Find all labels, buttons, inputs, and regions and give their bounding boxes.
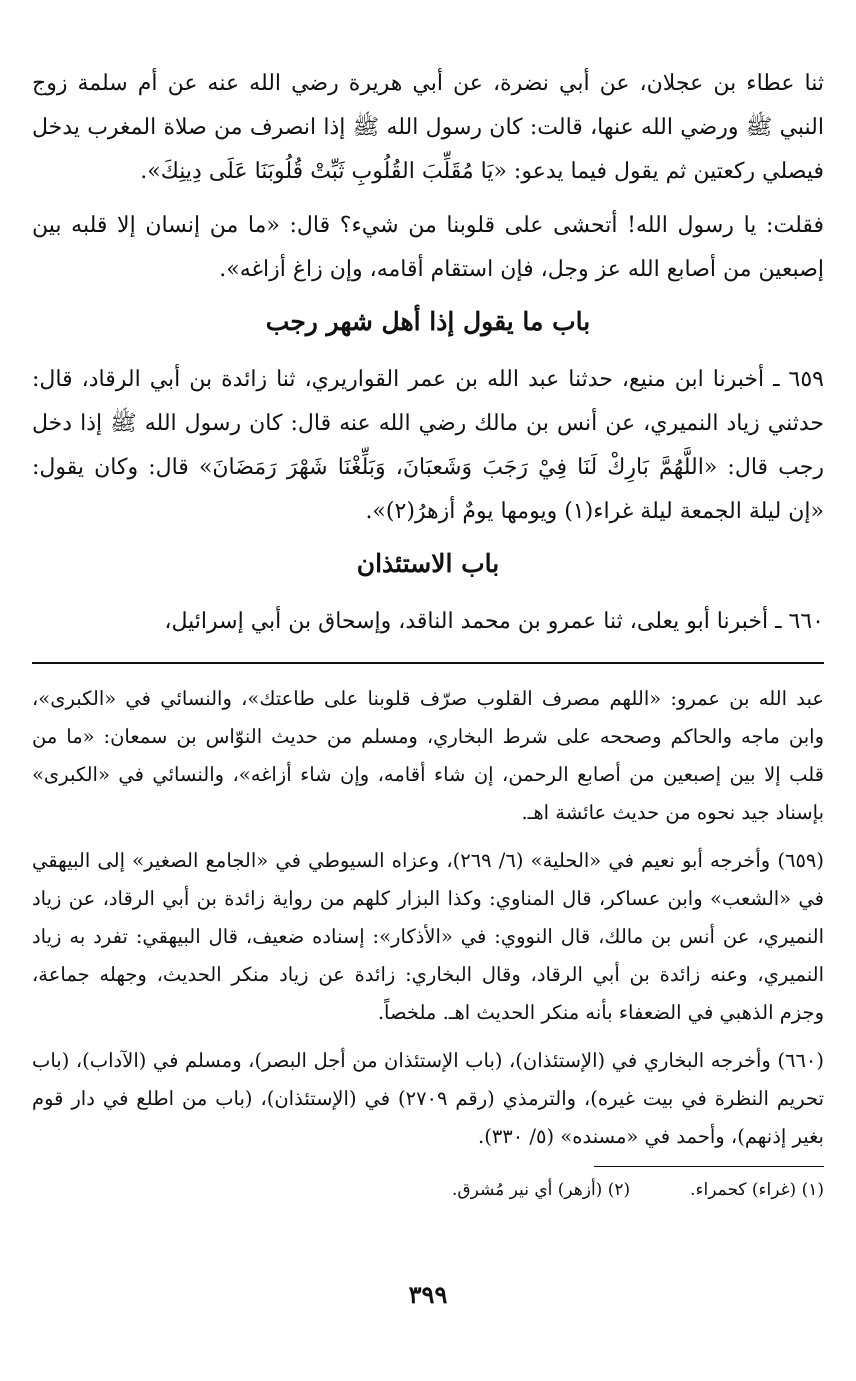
footnote-2: (٢) (أزهر) أي نير مُشرق. xyxy=(452,1180,631,1200)
page-number: ٣٩٩ xyxy=(408,1280,448,1309)
commentary-note-1: عبد الله بن عمرو: «اللهم مصرف القلوب صرّف قلوبنا على طاعتك»، والنسائي في «الكبرى»، وابن ماجه والحاكم وصححه على شرط البخاري، ومسلم من حديث النوّاس بن سمعان: «ما من قلب إلا بين إصبعين من أصابع الرحمن، إن شاء أقامه، وإن شاء أزاغه»، والنسائي في «الكبرى» بإسناد جيد نحوه من حديث عائشة اهـ. xyxy=(32,687,824,824)
commentary-note-659: (٦٥٩) وأخرجه أبو نعيم في «الحلية» (٦/ ٢٦٩)، وعزاه السيوطي في «الجامع الصغير» إلى البيهقي في «الشعب» وابن عساكر، قال المناوي: وكذا البزار كلهم من رواية زائدة بن أبي الرقاد، عن زياد النميري، عن أنس بن مالك، قال النووي: في «الأذكار»: إسناده ضعيف، قال البيهقي: تفرد به زياد النميري، وعنه زائدة بن أبي الرقاد، وقال البخاري: زائدة عن زياد منكر الحديث، وجهله جماعة، وجزم الذهبي في الضعفاء بأنه منكر الحديث اهـ. ملخصاً. xyxy=(32,849,824,1024)
notes-divider xyxy=(32,662,824,664)
hadith-659: ٦٥٩ ـ أخبرنا ابن منيع، حدثنا عبد الله بن عمر القواريري، ثنا زائدة بن أبي الرقاد، قال: حدثني زياد النميري، عن أنس بن مالك رضي الله عنه قال: كان رسول الله ﷺ إذا دخل رجب قال: «اللَّهُمَّ بَارِكْ لَنَا فِيْ رَجَبَ وَشَعبَانَ، وَبَلِّغْنَا شَهْرَ رَمَضَانَ» قال: وكان يقول: «إن ليلة الجمعة ليلة غراء(١) ويومها يومٌ أزهرُ(٢)». xyxy=(32,367,824,524)
hadith-660: ٦٦٠ ـ أخبرنا أبو يعلى، ثنا عمرو بن محمد الناقد، وإسحاق بن أبي إسرائيل، xyxy=(164,609,824,634)
body-paragraph-2: فقلت: يا رسول الله! أتحشى على قلوبنا من شيء؟ قال: «ما من إنسان إلا قلبه بين إصبعين من أصابع الله عز وجل، فإن استقام أقامه، وإن زاغ أزاغه». xyxy=(32,213,824,282)
footnote-divider xyxy=(594,1166,824,1167)
footnote-1: (١) (غراء) كحمراء. xyxy=(690,1180,824,1200)
section-heading-rajab: باب ما يقول إذا أهل شهر رجب xyxy=(265,307,591,336)
section-heading-istithan: باب الاستئذان xyxy=(356,549,500,578)
footnotes xyxy=(32,1175,824,1205)
body-paragraph-1: ثنا عطاء بن عجلان، عن أبي نضرة، عن أبي هريرة رضي الله عنه عن أم سلمة زوج النبي ﷺ ورضي الله عنها، قالت: كان رسول الله ﷺ إذا انصرف من صلاة المغرب يدخل فيصلي ركعتين ثم يقول فيما يدعو: «يَا مُقَلِّبَ القُلُوبِ ثَبِّتْ قُلُوبَنَا عَلَى دِينِكَ». xyxy=(32,71,824,184)
commentary-note-660: (٦٦٠) وأخرجه البخاري في (الإستئذان)، (باب الإستئذان من أجل البصر)، ومسلم في (الآداب)، (باب تحريم النظرة في بيت غيره)، والترمذي (رقم ٢٧٠٩) في (الإستئذان)، (باب من اطلع في دار قوم بغير إذنهم)، وأحمد في «مسنده» (٥/ ٣٣٠). xyxy=(32,1049,825,1148)
